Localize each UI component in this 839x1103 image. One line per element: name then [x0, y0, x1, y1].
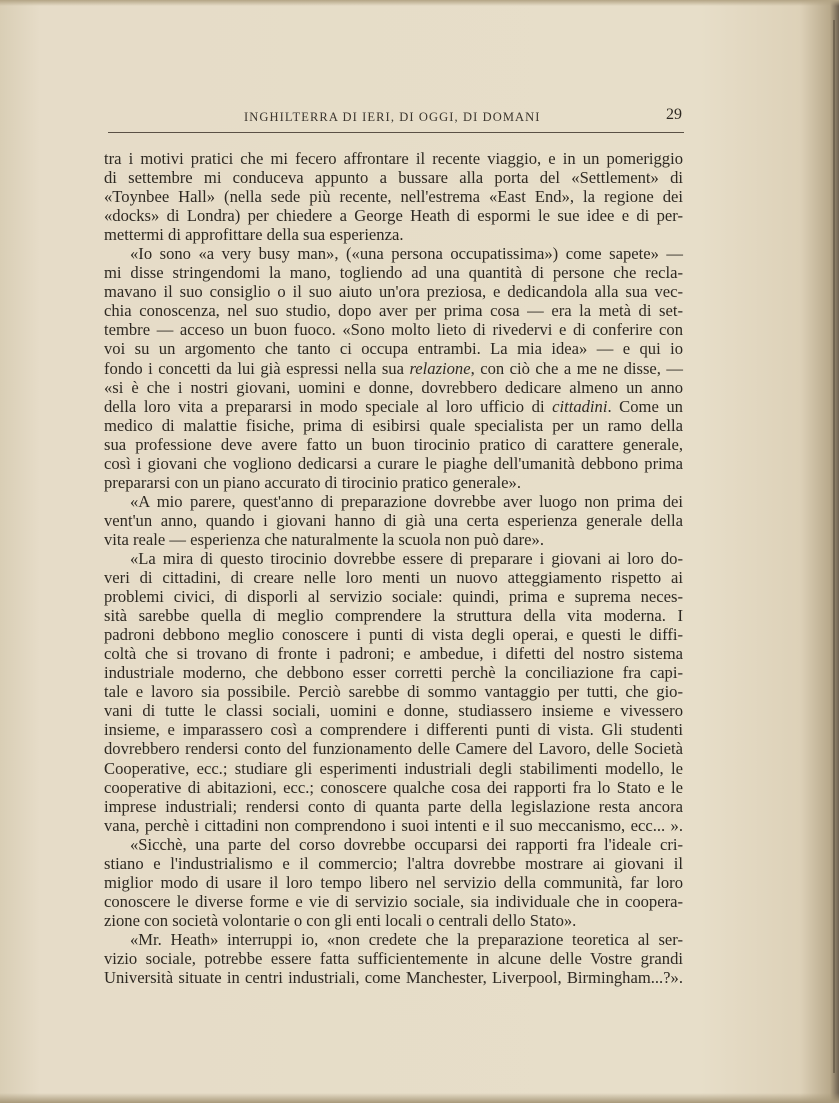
text-line: miglior modo di usare il loro tempo libero nel servizio della communità, far loro	[104, 872, 683, 892]
text-line: prepararsi con un piano accurato di tirocinio pratico generale».	[104, 472, 521, 492]
text-line	[104, 397, 683, 416]
text-segment: , con ciò che a me ne disse, —	[470, 358, 683, 378]
italic-word: cittadini	[552, 396, 608, 416]
text-line: vita reale — esperienza che naturalmente la scuola non può dare».	[104, 529, 544, 549]
text-line: cooperative di abitazioni, ecc.; conoscere qualche cosa dei rapporti fra lo Stato e le	[104, 777, 683, 797]
text-line: stiano e l'industrialismo e il commercio; l'altra dovrebbe mostrare ai giovani il	[104, 853, 683, 873]
text-line: tale e lavoro sia possibile. Perciò sarebbe di sommo vantaggio per tutti, che gio-	[104, 682, 683, 702]
page-header	[108, 106, 684, 133]
text-line: «Mr. Heath» interruppi io, «non credete che la preparazione teoretica al ser-	[130, 929, 683, 949]
text-segment: . Come un	[607, 396, 683, 416]
text-line: voi su un argomento che tanto ci occupa entrambi. La mia idea» — e qui io	[104, 339, 683, 359]
text-line: vana, perchè i cittadini non comprendono i suoi intenti e il suo meccanismo, ecc... ».	[104, 815, 683, 835]
running-title: INGHILTERRA DI IERI, DI OGGI, DI DOMANI	[244, 110, 541, 124]
text-line: «Sicchè, una parte del corso dovrebbe occuparsi dei rapporti fra l'ideale cri-	[130, 834, 683, 854]
text-line: vizio sociale, potrebbe essere fatta sufficientemente in alcune delle Vostre grandi	[104, 948, 683, 968]
text-line: vani di tutte le classi sociali, uomini e donne, studiassero insieme e vivessero	[104, 701, 683, 721]
text-line: zione con società volontarie o con gli enti locali o centrali dello Stato».	[104, 910, 577, 930]
text-line: «La mira di questo tirocinio dovrebbe essere di preparare i giovani ai loro do-	[130, 548, 683, 568]
text-line	[104, 359, 683, 378]
text-line: «Toynbee Hall» (nella sede più recente, nell'estrema «East End», la regione dei	[104, 187, 683, 207]
text-line: tra i motivi pratici che mi fecero affrontare il recente viaggio, e in un pomeriggio	[104, 149, 683, 168]
italic-word: relazione	[409, 358, 471, 378]
text-line: così i giovani che vogliono dedicarsi a curare le piaghe dell'umanità debbono prima	[104, 453, 683, 473]
text-line: «si è che i nostri giovani, uomini e donne, dovrebbero dedicare almeno un anno	[104, 377, 683, 397]
text-line: Cooperative, ecc.; studiare gli esperimenti industriali degli stabilimenti modello, le	[104, 758, 683, 778]
text-line: mavano il suo consiglio o il suo aiuto un'ora preziosa, e dedicandola alla sua vec-	[104, 282, 683, 302]
text-line: problemi civici, di disporli al servizio sociale: quindi, prima e suprema neces-	[104, 587, 683, 607]
text-line: vent'un anno, quando i giovani hanno di già una certa esperienza generale della	[104, 510, 683, 530]
text-line: sità sarebbe quella di meglio comprendere la struttura della vita moderna. I	[104, 606, 683, 626]
body-text	[104, 149, 683, 987]
text-line: sua professione deve avere fatto un buon tirocinio pratico di carattere generale,	[104, 434, 683, 454]
text-line: conoscere le diverse forme e vie di servizio sociale, sia individuale che in coopera-	[104, 891, 683, 911]
page-number: 29	[666, 106, 682, 123]
page-edge	[833, 20, 835, 1073]
text-segment: fondo i concetti da lui già espressi nella sua	[104, 358, 404, 378]
text-line: di settembre mi conduceva appunto a bussare alla porta del «Settlement» di	[104, 168, 683, 188]
text-line: medico di malattie fisiche, prima di esibirsi quale specialista per un ramo della	[104, 415, 683, 435]
text-line: dovrebbero rendersi conto del funzionamento delle Camere del Lavoro, delle Società	[104, 739, 683, 759]
text-line: «A mio parere, quest'anno di preparazione dovrebbe aver luogo non prima dei	[130, 491, 683, 511]
text-line: mi disse stringendomi la mano, togliendo ad una quantità di persone che recla-	[104, 263, 683, 283]
text-line: imprese industriali; rendersi conto di quanta parte della legislazione resta ancora	[104, 796, 683, 816]
text-line: tembre — acceso un buon fuoco. «Sono molto lieto di rivedervi e di conferire con	[104, 320, 683, 340]
text-line: industriale moderno, che debbono esser corretti perchè la conciliazione fra capi-	[104, 663, 683, 683]
text-line: «Io sono «a very busy man», («una persona occupatissima») come sapete» —	[130, 244, 683, 264]
text-line: «docks» di Londra) per chiedere a George Heath di espormi le sue idee e di per-	[104, 206, 683, 226]
text-line: mettermi di approfittare della sua esperienza.	[104, 225, 404, 245]
text-line: veri di cittadini, di creare nelle loro menti un nuovo atteggiamento rispetto ai	[104, 568, 683, 588]
text-line: coltà che si trovano di fronte i padroni; e ambedue, i difetti del nostro sistema	[104, 644, 683, 664]
text-segment: della loro vita a prepararsi in modo speciale al loro ufficio di	[104, 396, 545, 416]
text-line: padroni debbono meglio conoscere i punti di vista degli operai, e questi le diffi-	[104, 625, 683, 645]
text-line: chia conoscenza, nel suo studio, dopo aver per prima cosa — era la metà di set-	[104, 301, 683, 321]
text-line: Università situate in centri industriali, come Manchester, Liverpool, Birmingham...?».	[104, 968, 683, 988]
text-line: insieme, e imparassero così a comprendere i differenti punti di vista. Gli studenti	[104, 720, 683, 740]
